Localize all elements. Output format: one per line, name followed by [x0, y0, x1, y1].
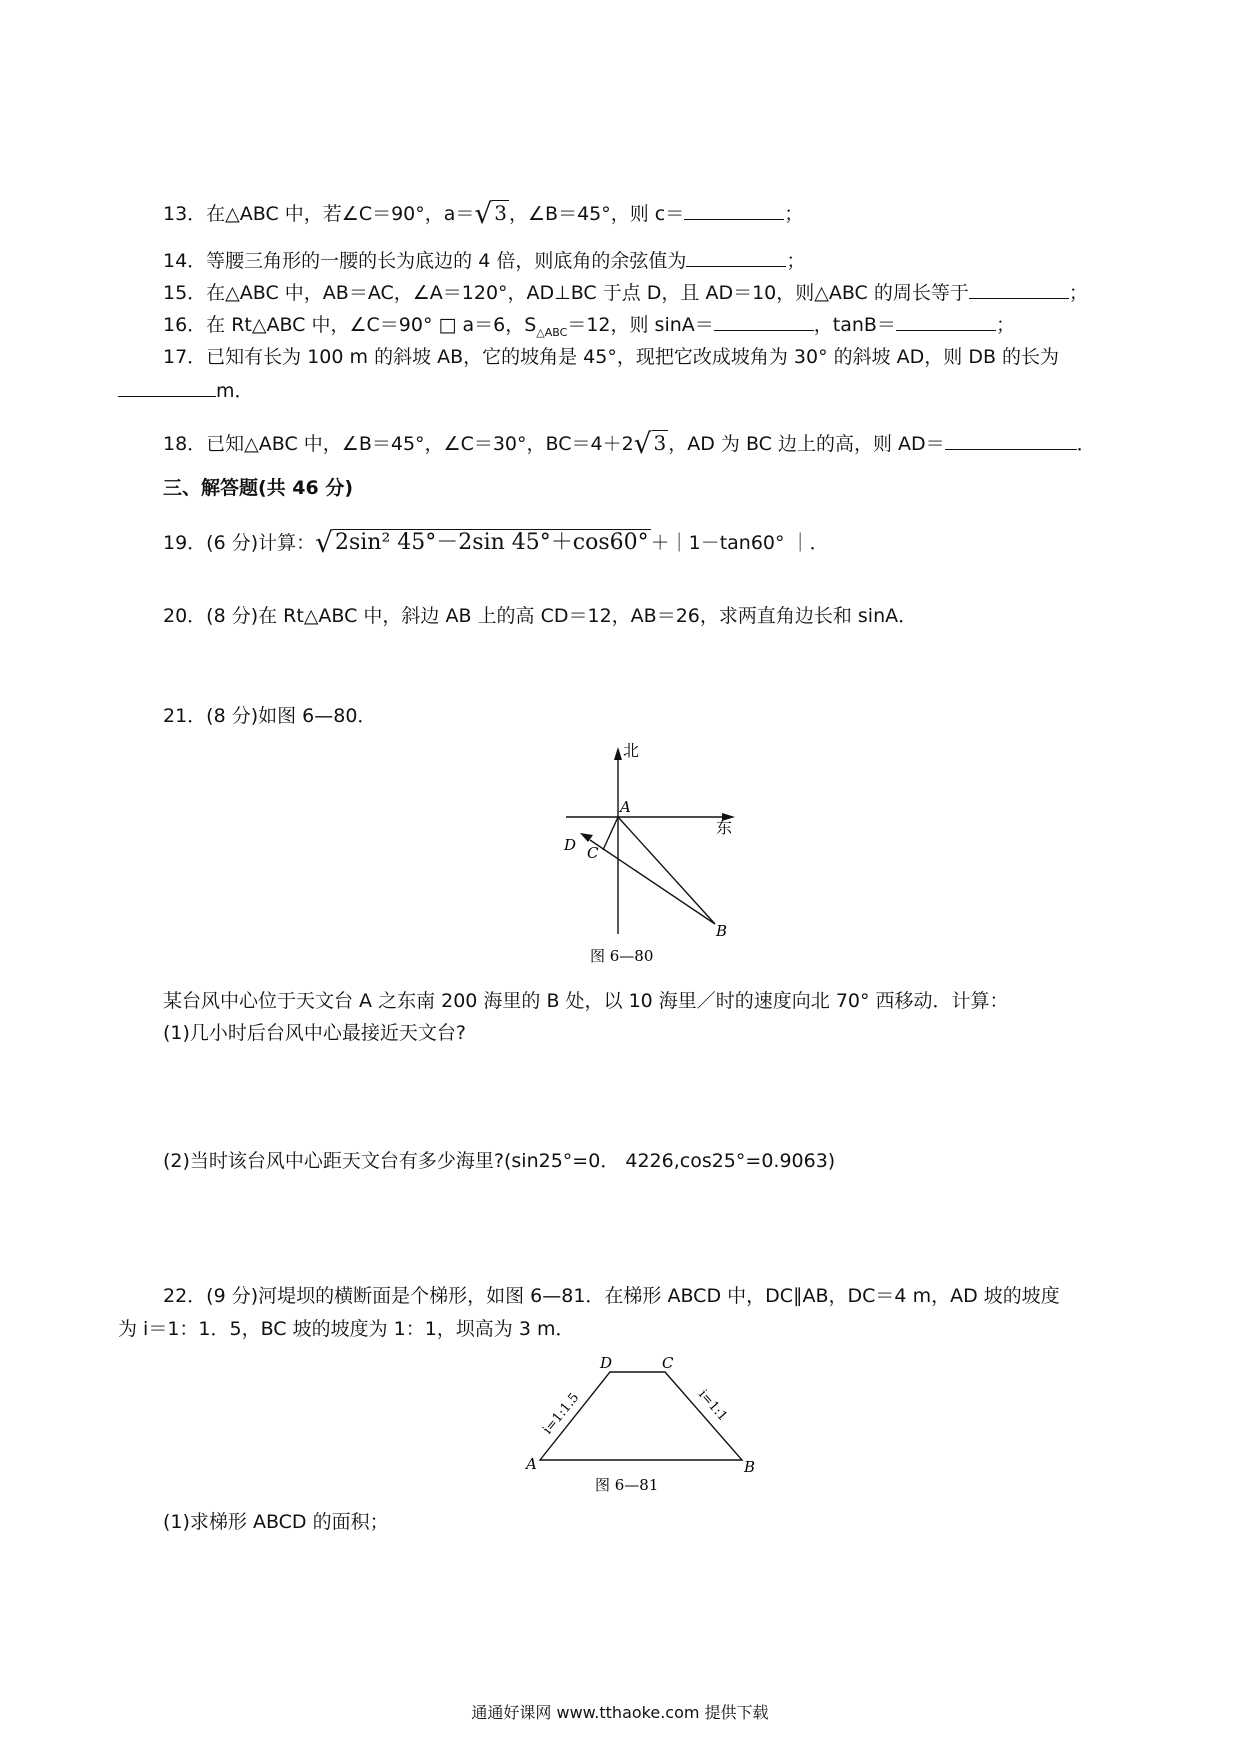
question-19	[163, 526, 829, 559]
q18-end: ．	[1076, 433, 1096, 455]
sqrt-sign: √	[474, 197, 493, 230]
q14-end: ；	[786, 250, 806, 272]
figure-caption: 图 6—81	[595, 1476, 659, 1494]
label-c: C	[587, 844, 599, 862]
q13-end: ；	[784, 203, 804, 225]
q16-text-c: ，tanB＝	[813, 314, 896, 336]
q14-text: 14．等腰三角形的一腰的长为底边的 4 倍，则底角的余弦值为	[163, 250, 687, 272]
segment-bc-path	[590, 840, 715, 924]
section-heading: 三、解答题(共 46 分)	[163, 477, 354, 499]
q19-expression: 2sin² 45°－2sin 45°＋cos60°	[334, 530, 649, 555]
label-b: B	[744, 1458, 756, 1476]
north-arrow-head	[614, 747, 622, 760]
page-footer: 通通好课网 www.tthaoke.com 提供下载	[471, 1703, 769, 1722]
label-c: C	[662, 1354, 674, 1372]
q16-text-b: ＝12，则 sinA＝	[567, 314, 714, 336]
question-20: 20．(8 分)在 Rt△ABC 中，斜边 AB 上的高 CD＝12，AB＝26，求两直角边长和 sinA．	[163, 605, 918, 627]
figure-caption: 图 6—80	[590, 947, 654, 965]
question-22-line2: 为 i＝1：1．5，BC 坡的坡度为 1：1，坝高为 3 m．	[118, 1318, 575, 1340]
question-22-line1: 22．(9 分)河堤坝的横断面是个梯形，如图 6—81．在梯形 ABCD 中，DC∥AB，DC＝4 m，AD 坡的坡度	[163, 1285, 1060, 1307]
segment-ac	[603, 817, 618, 850]
question-18	[163, 427, 1096, 460]
answer-blank[interactable]	[945, 431, 1077, 450]
question-16	[163, 312, 1015, 346]
answer-blank[interactable]	[118, 378, 216, 397]
q16-text-a: 16．在 Rt△ABC 中，∠C＝90° □ a＝6，S	[163, 314, 537, 336]
q17-unit: m．	[216, 380, 254, 402]
segment-ab	[618, 817, 715, 924]
q18-text-b: ，AD 为 BC 边上的高，则 AD＝	[668, 433, 945, 455]
q17-text: 17．已知有长为 100 m 的斜坡 AB，它的坡角是 45°，现把它改成坡角为 30° 的斜坡 AD，则 DB 的长为	[163, 346, 1060, 368]
question-21-title: 21．(8 分)如图 6—80．	[163, 705, 377, 727]
figure-6-81	[520, 1352, 770, 1497]
q19-text-b: ＋｜1－tan60° ｜．	[650, 532, 829, 554]
question-21-part1: (1)几小时后台风中心最接近天文台?	[163, 1022, 466, 1044]
answer-blank[interactable]	[684, 201, 784, 220]
label-a: A	[620, 798, 631, 816]
q16-subscript: △ABC	[536, 325, 568, 339]
q13-radicand: 3	[494, 201, 507, 225]
question-17	[163, 344, 1059, 370]
answer-blank[interactable]	[896, 312, 996, 331]
question-14	[163, 248, 805, 274]
label-east: 东	[716, 818, 733, 837]
label-b: B	[716, 922, 728, 940]
slope-label-left: i=1:1.5	[540, 1390, 583, 1438]
question-21-text: 某台风中心位于天文台 A 之东南 200 海里的 B 处，以 10 海里／时的速度向北 70° 西移动．计算：	[163, 990, 1009, 1012]
q18-radicand: 3	[653, 431, 667, 455]
label-a: A	[526, 1455, 537, 1473]
q13-text-b: ，∠B＝45°，则 c＝	[509, 203, 685, 225]
q13-text-a: 13．在△ABC 中，若∠C＝90°，a＝	[163, 203, 475, 225]
sqrt-sign: √	[315, 526, 333, 559]
question-22-part1: (1)求梯形 ABCD 的面积；	[163, 1511, 389, 1533]
question-15	[163, 280, 1088, 306]
question-13	[163, 197, 804, 230]
answer-blank[interactable]	[714, 312, 814, 331]
q19-text-a: 19．(6 分)计算：	[163, 532, 316, 554]
label-north: 北	[623, 742, 640, 760]
q15-end: ；	[1068, 282, 1088, 304]
figure-6-80	[530, 742, 760, 967]
label-d: D	[600, 1354, 613, 1372]
q16-end: ；	[995, 314, 1015, 336]
question-17-cont	[118, 378, 254, 404]
question-21-part2: (2)当时该台风中心距天文台有多少海里?(sin25°=0． 4226,cos25°=0.9063)	[163, 1150, 836, 1172]
q18-text-a: 18．已知△ABC 中，∠B＝45°，∠C＝30°，BC＝4＋2	[163, 433, 634, 455]
label-d: D	[564, 836, 577, 854]
sqrt-sign: √	[633, 427, 652, 460]
answer-blank[interactable]	[686, 248, 786, 267]
slope-label-right: i=1:1	[695, 1387, 731, 1425]
q15-text: 15．在△ABC 中，AB＝AC，∠A＝120°，AD⊥BC 于点 D，且 AD＝10，则△ABC 的周长等于	[163, 282, 969, 304]
answer-blank[interactable]	[969, 280, 1069, 299]
